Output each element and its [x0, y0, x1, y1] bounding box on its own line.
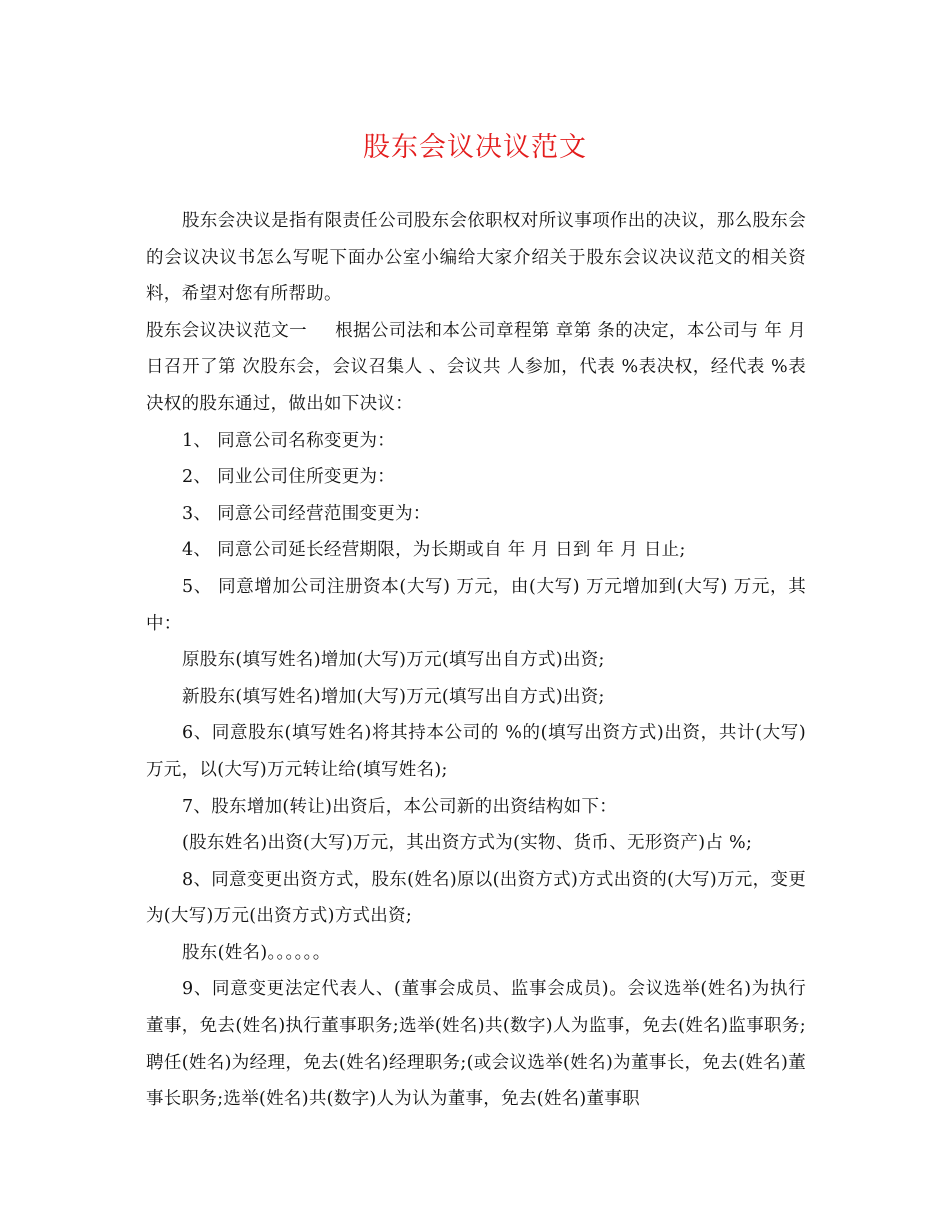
document-body: [146, 203, 806, 1118]
resolution-item-4: 4、 同意公司延长经营期限，为长期或自 年 月 日到 年 月 日止;: [182, 540, 686, 561]
sample-body: 根据公司法和本公司章程第 章第 条的决定，本公司与 年 月 日召开了第 次股东会，会议召集人 、会议共 人参加，代表 %表决权，经代表 %表决权的股东通过，做出如下决议：: [146, 320, 807, 414]
document-title: 股东会议决议范文: [363, 132, 587, 163]
resolution-item-5: 5、 同意增加公司注册资本(大写) 万元，由(大写) 万元增加到(大写) 万元，其中：: [146, 576, 806, 634]
resolution-item-5-new-shareholder: 新股东(填写姓名)增加(大写)万元(填写出自方式)出资;: [182, 686, 605, 707]
resolution-item-8-shareholder: 股东(姓名)。。。。。。: [182, 942, 331, 963]
resolution-item-5-original-shareholder: 原股东(填写姓名)增加(大写)万元(填写出自方式)出资;: [182, 650, 605, 671]
resolution-item-7-structure: (股东姓名)出资(大写)万元，其出资方式为(实物、货币、无形资产)占 %;: [182, 833, 753, 854]
resolution-item-3: 3、 同意公司经营范围变更为：: [182, 503, 431, 524]
resolution-item-8: 8、同意变更出资方式，股东(姓名)原以(出资方式)方式出资的(大写)万元，变更为(大写)万元(出资方式)方式出资;: [146, 869, 806, 927]
resolution-item-7: 7、股东增加(转让)出资后，本公司新的出资结构如下：: [182, 796, 618, 817]
sample-heading: 股东会议决议范文一: [146, 320, 307, 341]
resolution-item-2: 2、 同业公司住所变更为：: [182, 467, 396, 488]
resolution-item-1: 1、 同意公司名称变更为：: [182, 430, 396, 451]
intro-paragraph: 股东会决议是指有限责任公司股东会依职权对所议事项作出的决议，那么股东会的会议决议书怎么写呢下面办公室小编给大家介绍关于股东会议决议范文的相关资料，希望对您有所帮助。: [146, 211, 806, 305]
sample-paragraph: [146, 313, 806, 423]
resolution-item-9: 9、同意变更法定代表人、(董事会成员、监事会成员)。会议选举(姓名)为执行董事，免去(姓名)执行董事职务;选举(姓名)共(数字)人为监事，免去(姓名)监事职务;聘任(姓名)为经理，免去(姓名)经理职务;(或会议选举(姓名)为董事长，免去(姓名)董事长职务;选举(姓名)共(数字)人为认为董事，免去(姓名)董事职: [146, 979, 806, 1110]
resolution-item-6: 6、同意股东(填写姓名)将其持本公司的 %的(填写出资方式)出资，共计(大写) 万元，以(大写)万元转让给(填写姓名);: [146, 723, 806, 780]
